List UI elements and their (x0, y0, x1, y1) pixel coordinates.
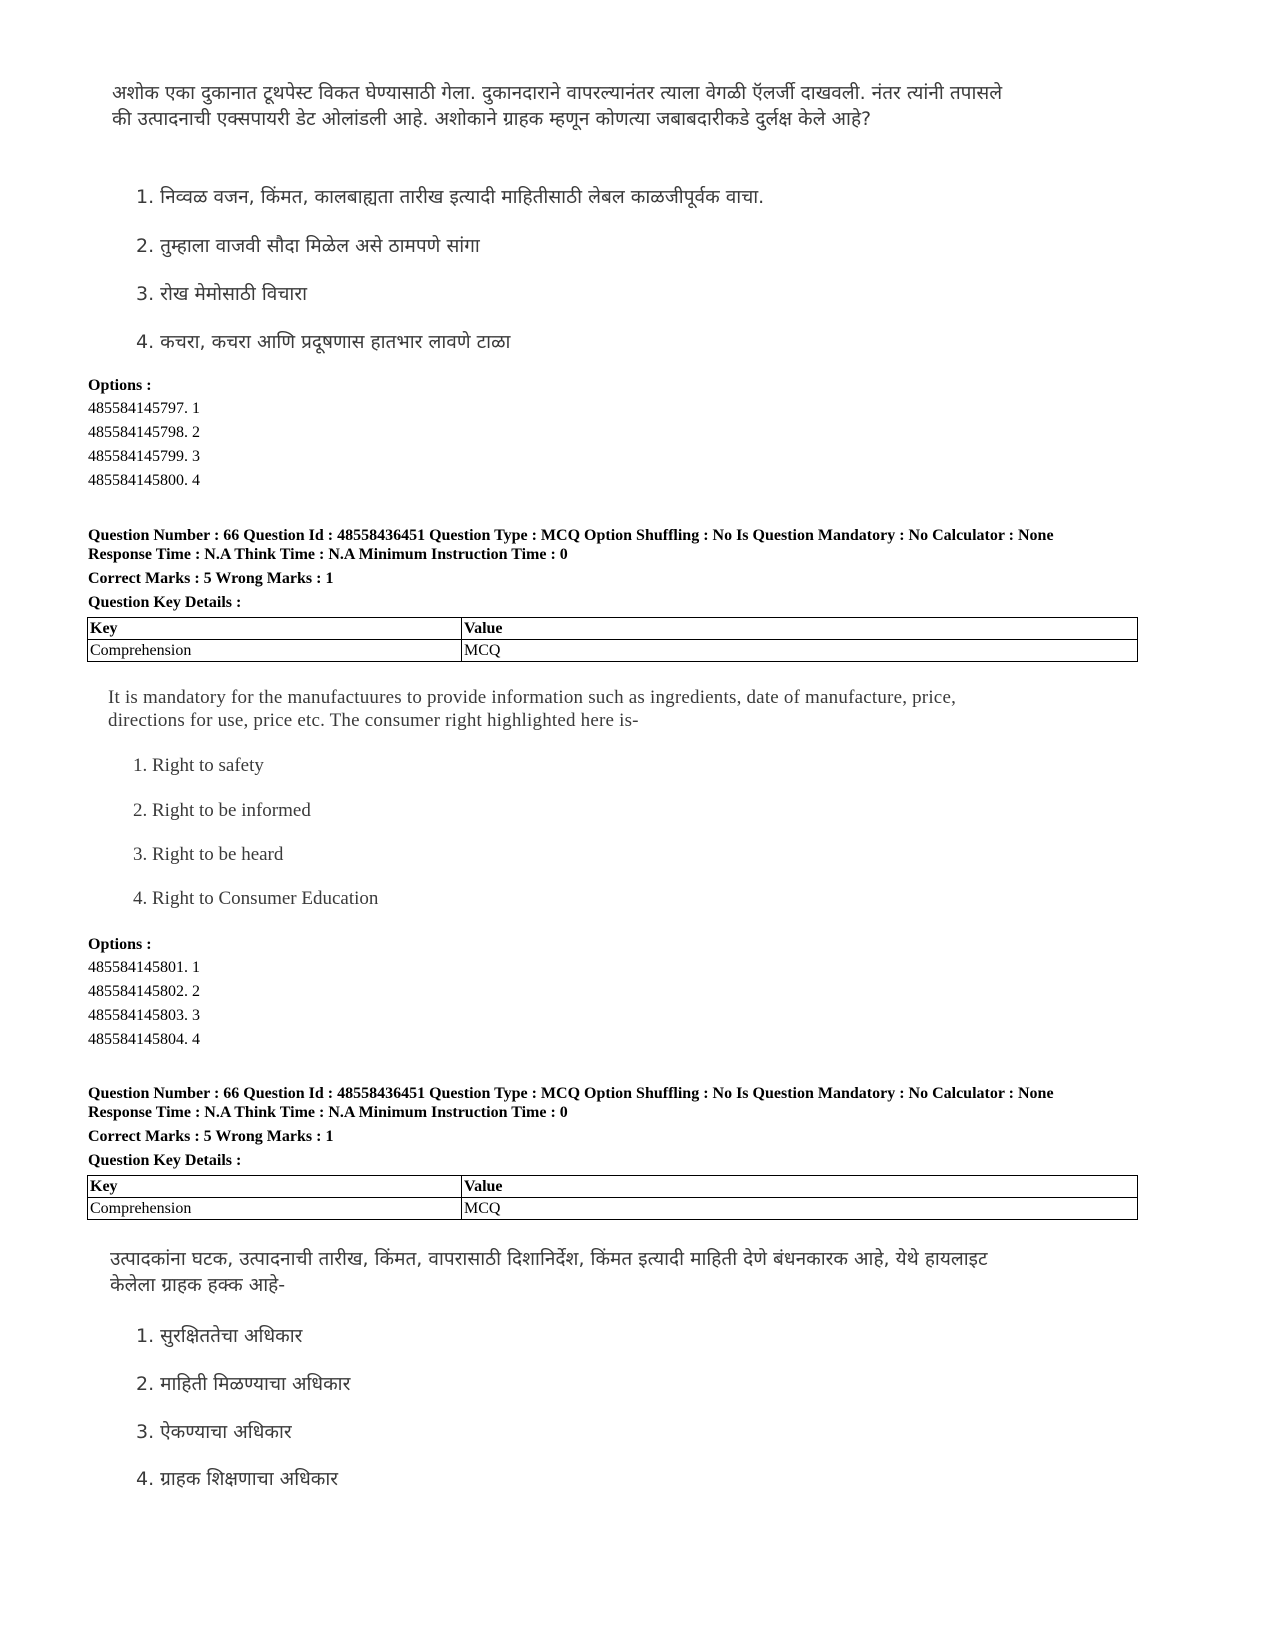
question-3-choice-4: 4. ग्राहक शिक्षणाचा अधिकार (136, 1468, 339, 1490)
table-cell-value: MCQ (462, 640, 1138, 662)
option-id: 485584145797. 1 (88, 400, 200, 417)
table-header-value: Value (462, 618, 1138, 640)
question-1-choice-1: 1. निव्वळ वजन, किंमत, कालबाह्यता तारीख इत्यादी माहितीसाठी लेबल काळजीपूर्वक वाचा. (136, 186, 765, 208)
table-header-key: Key (88, 1176, 462, 1198)
question-1-choice-2: 2. तुम्हाला वाजवी सौदा मिळेल असे ठामपणे सांगा (136, 235, 480, 257)
option-id: 485584145799. 3 (88, 448, 200, 465)
question-1-text: अशोक एका दुकानात टूथपेस्ट विकत घेण्यासाठी गेला. दुकानदाराने वापरल्यानंतर त्याला वेगळी ऍलर्जी दाखवली. नंतर त्यांनी तपासले की उत्पादनाची एक्सपायरी डेट ओलांडली आहे. अशोकाने ग्राहक म्हणून कोणत्या जबाबदारीकडे दुर्लक्ष केले आहे? (112, 82, 1003, 130)
question-1-choice-4: 4. कचरा, कचरा आणि प्रदूषणास हातभार लावणे टाळा (136, 331, 511, 353)
question-marks: Correct Marks : 5 Wrong Marks : 1 (88, 570, 334, 587)
question-3-choice-2: 2. माहिती मिळण्याचा अधिकार (136, 1373, 351, 1395)
question-2-choice-4: 4. Right to Consumer Education (133, 888, 379, 909)
key-details-label: Question Key Details : (88, 594, 242, 611)
question-3-choice-1: 1. सुरक्षिततेचा अधिकार (136, 1325, 303, 1347)
question-timing: Response Time : N.A Think Time : N.A Minimum Instruction Time : 0 (88, 546, 568, 563)
question-2-choice-1: 1. Right to safety (133, 755, 264, 776)
table-header-key: Key (88, 618, 462, 640)
question-key-table (87, 617, 1138, 662)
question-key-table (87, 1175, 1138, 1220)
key-details-label: Question Key Details : (88, 1152, 242, 1169)
question-meta: Question Number : 66 Question Id : 48558436451 Question Type : MCQ Option Shuffling : No Is Question Mandatory : No Calculator : None (88, 527, 1054, 544)
table-cell-value: MCQ (462, 1198, 1138, 1220)
options-label: Options : (88, 377, 152, 394)
question-2-text: It is mandatory for the manufactuures to provide information such as ingredients, date of manufacture, price, directions for use, price etc. The consumer right highlighted here is- (108, 687, 957, 731)
question-3-choice-3: 3. ऐकण्याचा अधिकार (136, 1421, 292, 1443)
table-cell-key: Comprehension (88, 1198, 462, 1220)
question-timing: Response Time : N.A Think Time : N.A Minimum Instruction Time : 0 (88, 1104, 568, 1121)
option-id: 485584145801. 1 (88, 959, 200, 976)
question-meta: Question Number : 66 Question Id : 48558436451 Question Type : MCQ Option Shuffling : No Is Question Mandatory : No Calculator : None (88, 1085, 1054, 1102)
option-id: 485584145804. 4 (88, 1031, 200, 1048)
option-id: 485584145803. 3 (88, 1007, 200, 1024)
option-id: 485584145798. 2 (88, 424, 200, 441)
option-id: 485584145802. 2 (88, 983, 200, 1000)
options-label: Options : (88, 936, 152, 953)
question-2-choice-3: 3. Right to be heard (133, 844, 284, 865)
question-2-choice-2: 2. Right to be informed (133, 800, 311, 821)
question-3-text: उत्पादकांना घटक, उत्पादनाची तारीख, किंमत, वापरासाठी दिशानिर्देश, किंमत इत्यादी माहिती देणे बंधनकारक आहे, येथे हायलाइट केलेला ग्राहक हक्क आहे- (110, 1248, 988, 1296)
table-header-value: Value (462, 1176, 1138, 1198)
question-marks: Correct Marks : 5 Wrong Marks : 1 (88, 1128, 334, 1145)
option-id: 485584145800. 4 (88, 472, 200, 489)
question-1-choice-3: 3. रोख मेमोसाठी विचारा (136, 283, 308, 305)
table-cell-key: Comprehension (88, 640, 462, 662)
